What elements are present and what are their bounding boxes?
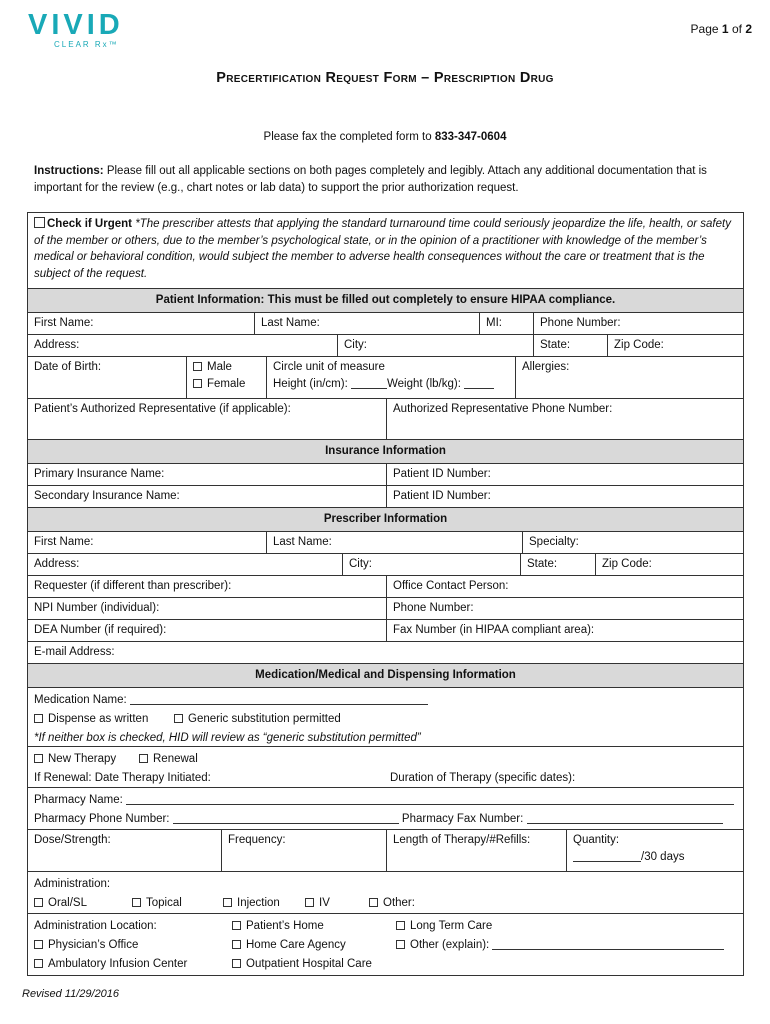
patient-first-name[interactable]: First Name: xyxy=(34,317,94,329)
requester[interactable]: Requester (if different than prescriber): xyxy=(34,580,232,592)
primary-patient-id[interactable]: Patient ID Number: xyxy=(386,464,743,485)
authorized-rep-phone[interactable]: Authorized Representative Phone Number: xyxy=(386,399,743,439)
logo-text: VIVID xyxy=(28,9,124,41)
revision-date: Revised 11/29/2016 xyxy=(22,988,120,1000)
dose-strength[interactable]: Dose/Strength: xyxy=(34,834,111,846)
prescriber-email[interactable]: E-mail Address: xyxy=(34,646,115,658)
form-title: Precertification Request Form – Prescription Drug xyxy=(216,70,554,86)
pharmacy-phone-input[interactable] xyxy=(173,812,399,824)
logo-subtitle: CLEAR Rx™ xyxy=(54,40,119,49)
gender-options: Male Female xyxy=(186,357,266,398)
quantity-input[interactable] xyxy=(573,850,641,862)
other-location-input[interactable] xyxy=(492,938,724,950)
patient-zip[interactable]: Zip Code: xyxy=(607,335,743,356)
outpatient-hospital-checkbox[interactable] xyxy=(232,959,241,968)
patient-mi[interactable]: MI: xyxy=(479,313,533,334)
patient-state[interactable]: State: xyxy=(533,335,607,356)
infusion-center-checkbox[interactable] xyxy=(34,959,43,968)
therapy-block: New Therapy Renewal If Renewal: Date Therapy Initiated: Duration of Therapy (specific dates): xyxy=(28,747,743,787)
prescriber-fax[interactable]: Fax Number (in HIPAA compliant area): xyxy=(386,620,743,641)
renewal-checkbox[interactable] xyxy=(139,754,148,763)
new-therapy-checkbox[interactable] xyxy=(34,754,43,763)
length-of-therapy[interactable]: Length of Therapy/#Refills: xyxy=(386,830,566,871)
weight-input[interactable] xyxy=(464,377,494,389)
prescriber-first-name[interactable]: First Name: xyxy=(34,536,94,548)
patient-city[interactable]: City: xyxy=(337,335,533,356)
secondary-insurance[interactable]: Secondary Insurance Name: xyxy=(34,490,180,502)
measurement-fields: Circle unit of measure Height (in/cm): Weight (lb/kg): xyxy=(266,357,515,398)
request-form xyxy=(27,212,744,976)
patient-address[interactable]: Address: xyxy=(34,339,80,351)
patient-phone[interactable]: Phone Number: xyxy=(533,313,743,334)
location-block: Administration Location: Patient’s Home Long Term Care Physician’s Office Home Care Agency Other (explain): Ambulatory Infusion Center Outpatient Hospital Care xyxy=(28,914,743,975)
prescriber-address[interactable]: Address: xyxy=(34,558,80,570)
urgent-section: Check if Urgent *The prescriber attests that applying the standard turnaround time could seriously jeopardize the life, health, or safety of the member or others, due to the member’s psychological state, or in the opinion of a practitioner with knowledge of the member’s medical or behavioral condition, would subject the member to adverse health consequences without the care or treatment that is the subject of the request. xyxy=(34,218,731,280)
injection-checkbox[interactable] xyxy=(223,898,232,907)
prescriber-phone[interactable]: Phone Number: xyxy=(386,598,743,619)
renewal-date-field[interactable]: If Renewal: Date Therapy Initiated: xyxy=(34,772,211,784)
prescriber-city[interactable]: City: xyxy=(342,554,520,575)
secondary-patient-id[interactable]: Patient ID Number: xyxy=(386,486,743,507)
physician-office-checkbox[interactable] xyxy=(34,940,43,949)
oral-checkbox[interactable] xyxy=(34,898,43,907)
npi-number[interactable]: NPI Number (individual): xyxy=(34,602,160,614)
iv-checkbox[interactable] xyxy=(305,898,314,907)
instructions: Instructions: Please fill out all applicable sections on both pages completely and legibly. Attach any additional documentation that is important for the review (e.g., chart notes or lab data) to support the prior authorization request. xyxy=(34,165,707,194)
office-contact[interactable]: Office Contact Person: xyxy=(386,576,743,597)
patient-dob[interactable]: Date of Birth: xyxy=(34,361,102,373)
patient-last-name[interactable]: Last Name: xyxy=(254,313,479,334)
other-admin-checkbox[interactable] xyxy=(369,898,378,907)
home-care-agency-checkbox[interactable] xyxy=(232,940,241,949)
long-term-care-checkbox[interactable] xyxy=(396,921,405,930)
duration-field[interactable]: Duration of Therapy (specific dates): xyxy=(390,772,576,784)
pharmacy-name-input[interactable] xyxy=(126,793,734,805)
height-input[interactable] xyxy=(351,377,387,389)
patient-allergies[interactable]: Allergies: xyxy=(515,357,743,398)
generic-substitution-checkbox[interactable] xyxy=(174,714,183,723)
authorized-rep[interactable]: Patient’s Authorized Representative (if applicable): xyxy=(34,403,291,415)
fax-number: 833-347-0604 xyxy=(434,131,507,143)
medication-header: Medication/Medical and Dispensing Information xyxy=(28,664,743,687)
prescriber-last-name[interactable]: Last Name: xyxy=(266,532,522,553)
page-number: Page 1 of 2 xyxy=(690,22,752,36)
prescriber-state[interactable]: State: xyxy=(520,554,595,575)
patient-header: Patient Information: This must be filled out completely to ensure HIPAA compliance. xyxy=(28,289,743,312)
dispense-as-written-checkbox[interactable] xyxy=(34,714,43,723)
prescriber-specialty[interactable]: Specialty: xyxy=(522,532,743,553)
urgent-checkbox[interactable] xyxy=(34,217,45,228)
other-location-checkbox[interactable] xyxy=(396,940,405,949)
female-checkbox[interactable] xyxy=(193,379,202,388)
medication-block: Medication Name: Dispense as written Generic substitution permitted *If neither box is checked, HID will review as “generic substitution permitted” xyxy=(28,688,743,746)
prescriber-header: Prescriber Information xyxy=(28,508,743,531)
pharmacy-fax-input[interactable] xyxy=(527,812,723,824)
topical-checkbox[interactable] xyxy=(132,898,141,907)
substitution-note: *If neither box is checked, HID will review as “generic substitution permitted” xyxy=(34,732,421,744)
fax-line: Please fax the completed form to 833-347-0604 xyxy=(263,131,507,143)
vivid-logo xyxy=(28,10,148,52)
frequency[interactable]: Frequency: xyxy=(221,830,386,871)
quantity-field: Quantity: /30 days xyxy=(566,830,743,871)
dea-number[interactable]: DEA Number (if required): xyxy=(34,624,167,636)
primary-insurance[interactable]: Primary Insurance Name: xyxy=(34,468,165,480)
patient-home-checkbox[interactable] xyxy=(232,921,241,930)
pharmacy-block: Pharmacy Name: Pharmacy Phone Number: Pharmacy Fax Number: xyxy=(28,788,743,829)
insurance-header: Insurance Information xyxy=(28,440,743,463)
male-checkbox[interactable] xyxy=(193,362,202,371)
medication-name-input[interactable] xyxy=(130,693,428,705)
administration-block: Administration: Oral/SL Topical Injection IV Other: xyxy=(34,878,415,909)
prescriber-zip[interactable]: Zip Code: xyxy=(595,554,743,575)
